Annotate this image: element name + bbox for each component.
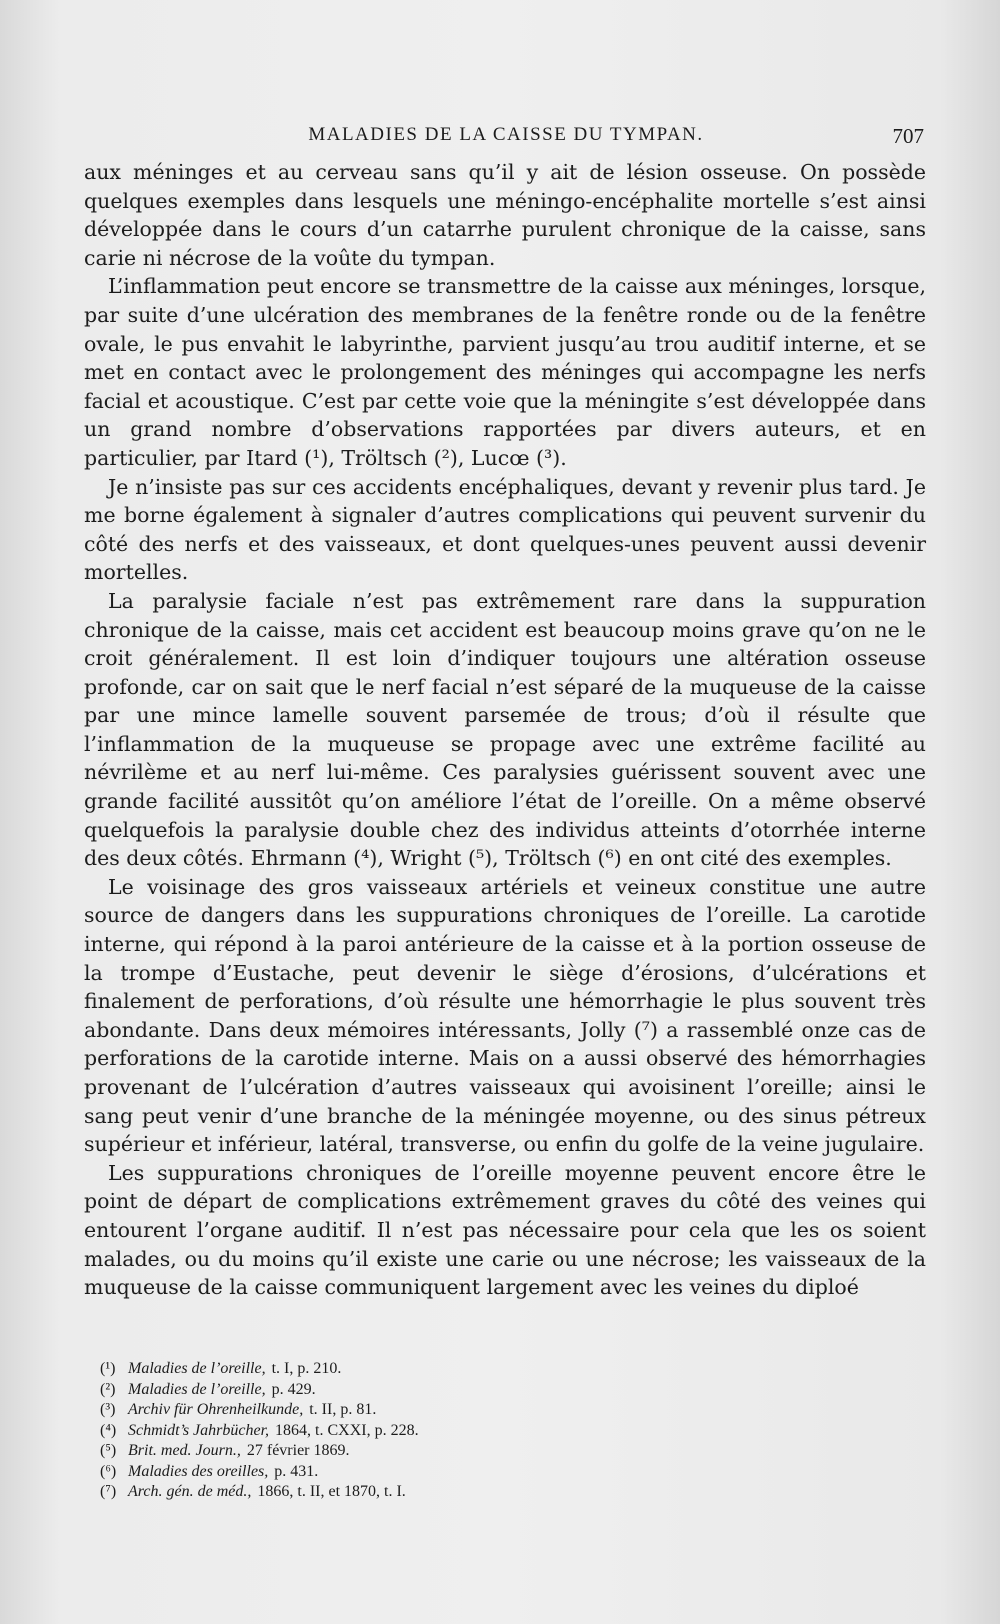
footnote-mark: (⁵)	[100, 1442, 117, 1459]
footnote-reference: p. 429.	[271, 1380, 316, 1398]
footnote-reference: 1864, t. CXXI, p. 228.	[275, 1421, 419, 1439]
footnote-source: Maladies des oreilles,	[128, 1462, 269, 1480]
page-number: 707	[892, 124, 924, 148]
footnote-source: Maladies de l’oreille,	[128, 1360, 266, 1377]
paragraph-vessels: Le voisinage des gros vaisseaux artériels et veineux constitue une autre source de dangers dans les suppurations chroniques de l’oreille. La carotide interne, qui répond à la paroi antérieure de la caisse et à la portion osseuse de la trompe d’Eustache, peut devenir le siège d’érosions, d’ulcérations et finalement de perforations, d’où résulte une hémorrhagie le plus souvent très abondante. Dans deux mémoires intéressants, Jolly (⁷) a rassemblé onze cas de perforations de la carotide interne. Mais on a aussi observé des hémorrhagies provenant de l’ulcération d’autres vaisseaux qui avoisinent l’oreille; ainsi le sang peut venir d’une branche de la méningée moyenne, ou des sinus pétreux supérieur et inférieur, latéral, transverse, ou enfin du golfe de la veine jugulaire.	[84, 874, 926, 1157]
footnote-mark: (⁴)	[100, 1421, 117, 1439]
paragraph-complications: Je n’insiste pas sur ces accidents encéphaliques, devant y revenir plus tard. Je me borne également à signaler d’autres complications qui peuvent survenir du côté des nerfs et des vaisseaux, et dont quelques-unes peuvent aussi devenir mortelles.	[84, 474, 926, 585]
footnote	[100, 1421, 800, 1442]
footnote-source: Arch. gén. de méd.,	[128, 1483, 252, 1500]
footnote	[100, 1359, 800, 1380]
footnote	[100, 1380, 800, 1401]
footnote-source: Archiv für Ohrenheilkunde,	[128, 1401, 304, 1418]
footnote-mark: (⁷)	[100, 1483, 117, 1500]
running-head: MALADIES DE LA CAISSE DU TYMPAN.	[308, 124, 704, 145]
page-header	[88, 124, 924, 154]
footnote-reference: p. 431.	[274, 1462, 319, 1480]
footnote-mark: (²)	[100, 1380, 116, 1398]
footnote	[100, 1441, 800, 1462]
footnote-reference: t. II, p. 81.	[309, 1401, 377, 1418]
footnote-mark: (⁶)	[100, 1462, 117, 1480]
footnote-mark: (¹)	[100, 1360, 116, 1377]
footnotes	[100, 1359, 800, 1503]
footnote-reference: t. I, p. 210.	[271, 1360, 342, 1377]
footnote	[100, 1482, 800, 1503]
paragraph-meninges: L’inflammation peut encore se transmettre de la caisse aux méninges, lorsque, par suite d’une ulcération des membranes de la fenêtre ronde ou de la fenêtre ovale, le pus envahit le labyrinthe, parvient jusqu’au trou auditif interne, et se met en contact avec le prolongement des méninges qui accompagne les nerfs facial et acoustique. C’est par cette voie que la méningite s’est développée dans un grand nombre d’observations rapportées par divers auteurs, et en particulier, par Itard (¹), Tröltsch (²), Lucœ (³).	[84, 274, 926, 470]
footnote-source: Brit. med. Journ.,	[128, 1442, 241, 1459]
footnote-reference: 1866, t. II, et 1870, t. I.	[257, 1483, 406, 1500]
footnote-source: Maladies de l’oreille,	[128, 1380, 266, 1398]
footnote	[100, 1400, 800, 1421]
body-text	[84, 158, 926, 1302]
paragraph-facial-paralysis: La paralysie faciale n’est pas extrêmement rare dans la suppuration chronique de la caisse, mais cet accident est beaucoup moins grave qu’on ne le croit généralement. Il est loin d’indiquer toujours une altération osseuse profonde, car on sait que le nerf facial n’est séparé de la muqueuse de la caisse par une mince lamelle souvent parsemée de trous; d’où il résulte que l’inflammation de la muqueuse se propage avec une extrême facilité au névrilème et au nerf lui-même. Ces paralysies guérissent souvent avec une grande facilité aussitôt qu’on améliore l’état de l’oreille. On a même observé quelquefois la paralysie double chez des individus atteints d’otorrhée interne des deux côtés. Ehrmann (⁴), Wright (⁵), Tröltsch (⁶) en ont cité des exemples.	[84, 588, 926, 871]
footnote-reference: 27 février 1869.	[246, 1442, 350, 1459]
paragraph-continuation: aux méninges et au cerveau sans qu’il y ait de lésion osseuse. On possède quelques exemples dans lesquels une méningo-encéphalite mortelle s’est ainsi développée dans le cours d’un catarrhe purulent chronique de la caisse, sans carie ni nécrose de la voûte du tympan.	[84, 160, 926, 270]
footnote	[100, 1462, 800, 1483]
paragraph-veins: Les suppurations chroniques de l’oreille moyenne peuvent encore être le point de départ de complications extrêmement graves du côté des veines qui entourent l’organe auditif. Il n’est pas nécessaire pour cela que les os soient malades, ou du moins qu’il existe une carie ou une nécrose; les vaisseaux de la muqueuse de la caisse communiquent largement avec les veines du diploé	[84, 1160, 926, 1300]
footnote-mark: (³)	[100, 1401, 116, 1418]
footnote-source: Schmidt’s Jahrbücher,	[128, 1421, 270, 1439]
